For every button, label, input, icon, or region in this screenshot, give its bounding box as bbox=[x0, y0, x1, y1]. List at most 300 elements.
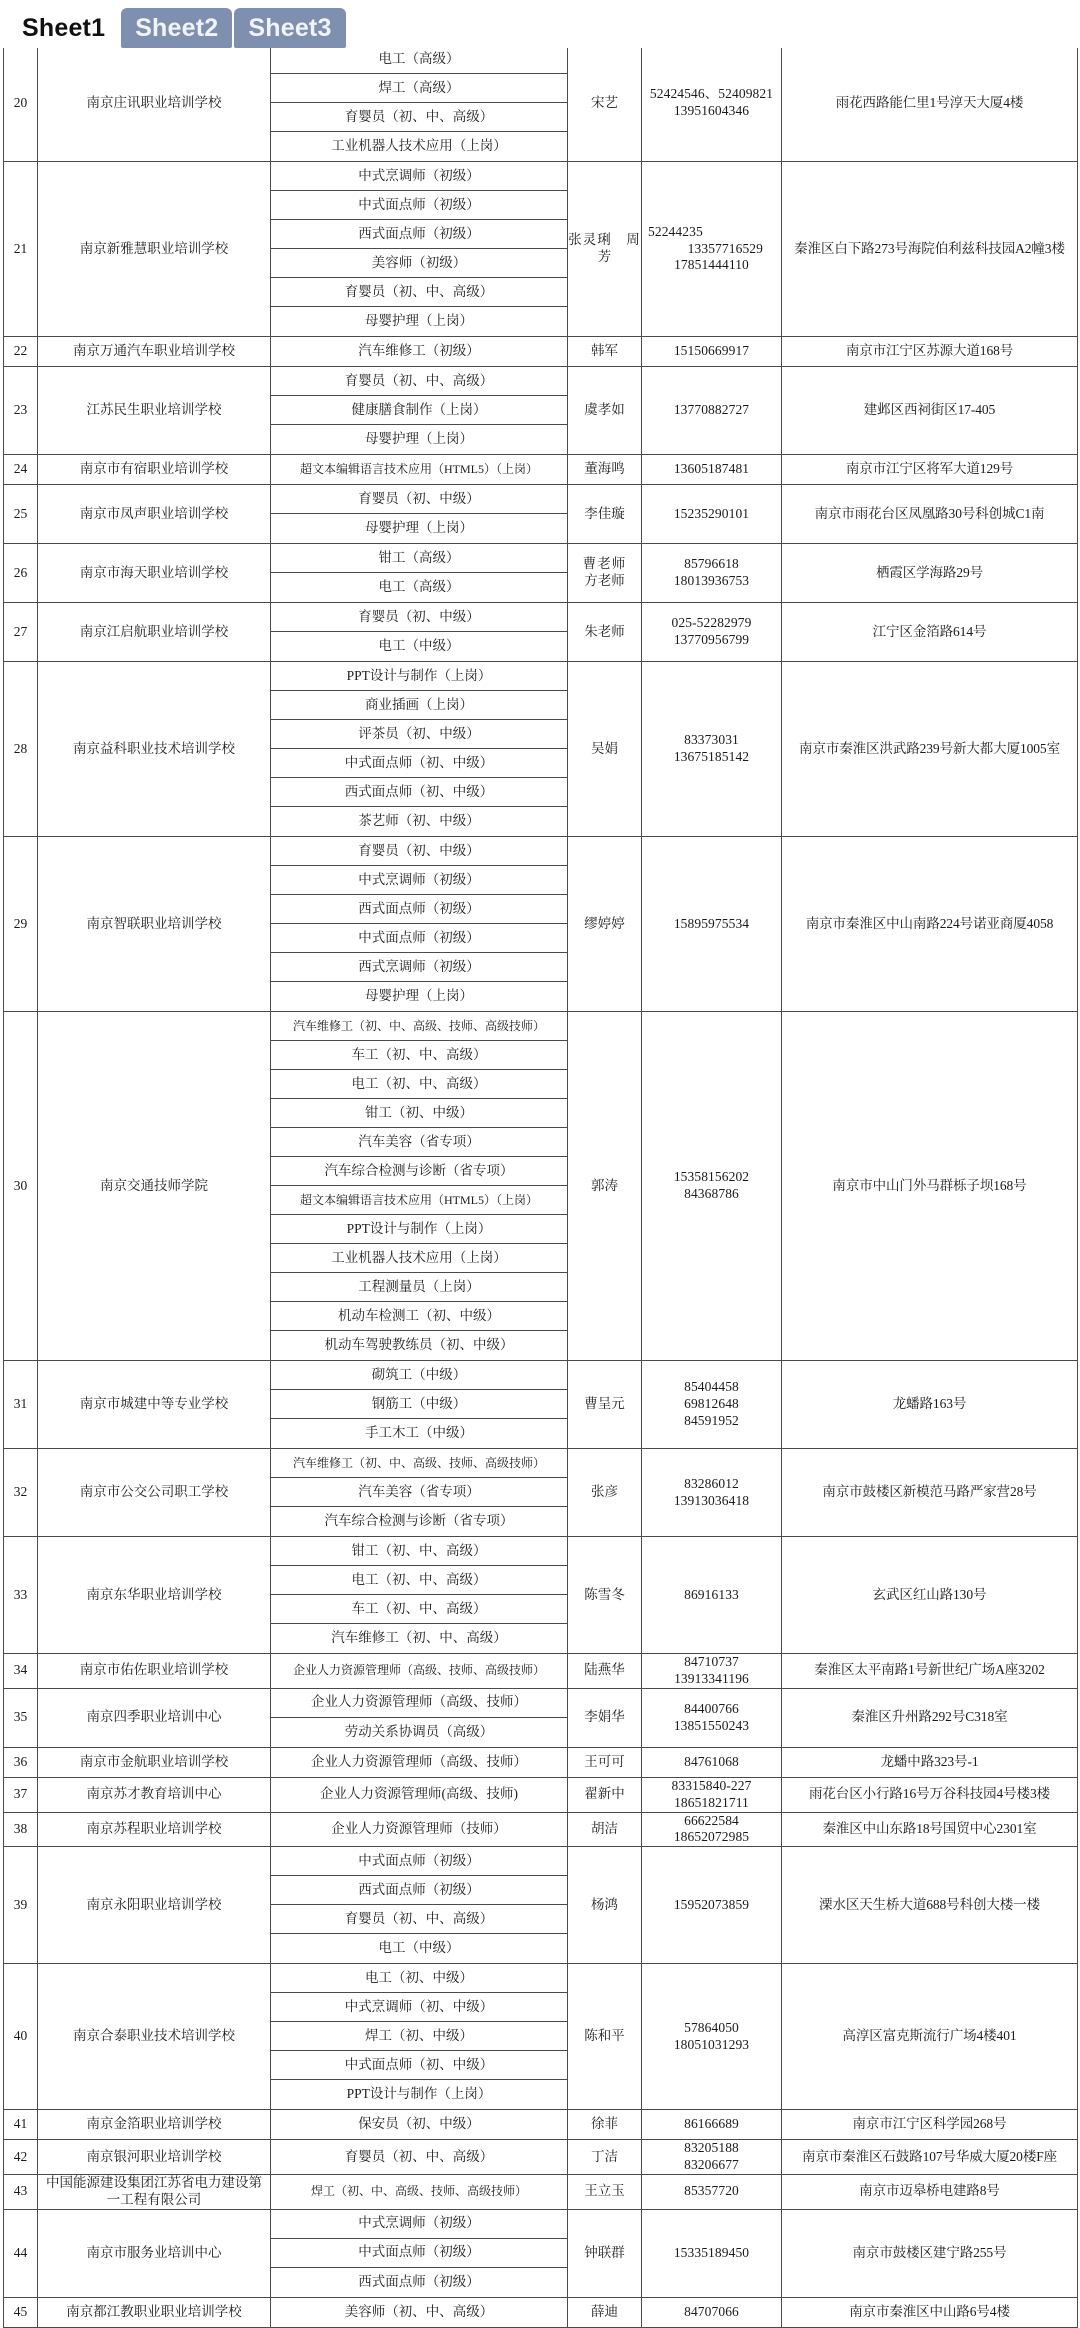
address-cell: 南京市秦淮区石鼓路107号华威大厦20楼F座 bbox=[782, 2140, 1078, 2175]
phone-cell bbox=[642, 1537, 782, 1654]
occupations-cell bbox=[271, 544, 568, 603]
school-name-cell: 南京益科职业技术培训学校 bbox=[38, 662, 271, 837]
contact-person-line: 方老师 bbox=[584, 573, 625, 588]
occupation-item: 企业人力资源管理师（高级、技师） bbox=[271, 1689, 567, 1718]
address-cell: 龙蟠路163号 bbox=[782, 1361, 1078, 1449]
phone-line: 86916133 bbox=[684, 1586, 739, 1602]
phone-line: 52424546、52409821 bbox=[649, 86, 774, 102]
phone-line: 13675185142 bbox=[673, 749, 750, 764]
occupations-cell bbox=[271, 2140, 568, 2175]
row-number-cell: 41 bbox=[4, 2110, 38, 2140]
row-number-cell: 21 bbox=[4, 162, 38, 337]
school-name-cell: 南京市凤声职业培训学校 bbox=[38, 485, 271, 544]
phone-line: 18651821711 bbox=[674, 1794, 749, 1810]
phone-cell bbox=[642, 603, 782, 662]
table-row bbox=[4, 1812, 1078, 1847]
sheet-tab-sheet3[interactable] bbox=[234, 8, 345, 48]
table-row bbox=[4, 544, 1078, 603]
occupation-item: 中式面点师（初级） bbox=[271, 191, 567, 220]
occupation-item: 电工（初、中、高级） bbox=[271, 1566, 567, 1595]
school-name-cell bbox=[38, 2175, 271, 2210]
school-name-cell: 南京金箔职业培训学校 bbox=[38, 2110, 271, 2140]
phone-line: 83205188 bbox=[684, 2140, 739, 2156]
address-cell: 南京市江宁区苏源大道168号 bbox=[782, 337, 1078, 367]
phone-line: 66622584 bbox=[684, 1812, 739, 1828]
phone-line: 84368786 bbox=[684, 1186, 739, 1201]
phone-line: 13770956799 bbox=[673, 632, 750, 647]
occupation-item: 中式烹调师（初级） bbox=[271, 2210, 567, 2239]
sheet-tab-label: Sheet1 bbox=[22, 13, 106, 42]
occupations-cell bbox=[271, 1812, 568, 1847]
occupation-item: 车工（初、中、高级） bbox=[271, 1595, 567, 1624]
occupation-item: 西式面点师（初级） bbox=[358, 2273, 480, 2289]
row-number-cell: 26 bbox=[4, 544, 38, 603]
occupation-item: 西式面点师（初、中级） bbox=[271, 778, 567, 807]
phone-line: 025-52282979 bbox=[671, 615, 752, 631]
address-cell: 南京市秦淮区洪武路239号新大都大厦1005室 bbox=[782, 662, 1078, 837]
occupation-item: PPT设计与制作（上岗） bbox=[271, 1215, 567, 1244]
contact-person-cell: 韩军 bbox=[568, 337, 642, 367]
occupation-item: 企业人力资源管理师（技师） bbox=[331, 1820, 507, 1836]
occupations-cell bbox=[271, 1747, 568, 1777]
address-cell: 雨花台区小行路16号万谷科技园4号楼3楼 bbox=[782, 1777, 1078, 1812]
table-row bbox=[4, 1964, 1078, 2110]
phone-line: 84707066 bbox=[684, 2303, 739, 2319]
occupation-item: 超文本编辑语言技术应用（HTML5）（上岗） bbox=[271, 1186, 567, 1215]
occupation-item: 电工（中级） bbox=[378, 638, 460, 654]
phone-cell bbox=[642, 162, 782, 337]
address-cell: 栖霞区学海路29号 bbox=[782, 544, 1078, 603]
occupation-item: 育婴员（初、中、高级） bbox=[271, 367, 567, 396]
phone-line: 84400766 bbox=[684, 1700, 739, 1716]
occupations-cell bbox=[271, 662, 568, 837]
occupation-item: 中式烹调师（初级） bbox=[271, 866, 567, 895]
contact-person-cell: 陈和平 bbox=[568, 1964, 642, 2110]
phone-cell bbox=[642, 1812, 782, 1847]
occupation-item: 育婴员（初、中、高级） bbox=[271, 278, 567, 307]
phone-line: 18652072985 bbox=[673, 1829, 750, 1845]
sheet-tab-sheet2[interactable] bbox=[121, 8, 232, 48]
table-row bbox=[4, 1537, 1078, 1654]
contact-person-cell: 郭涛 bbox=[568, 1012, 642, 1361]
occupations-cell bbox=[271, 45, 568, 162]
phone-cell bbox=[642, 455, 782, 485]
table-row bbox=[4, 485, 1078, 544]
occupation-item: 电工（初、中级） bbox=[271, 1964, 567, 1993]
occupations-cell bbox=[271, 1537, 568, 1654]
row-number-cell: 24 bbox=[4, 455, 38, 485]
occupation-item: 钳工（高级） bbox=[271, 544, 567, 573]
occupation-item: 西式面点师（初级） bbox=[271, 220, 567, 249]
occupation-item: 中式面点师（初、中级） bbox=[271, 749, 567, 778]
occupation-item: 中式烹调师（初级） bbox=[271, 162, 567, 191]
occupation-item: 电工（高级） bbox=[271, 45, 567, 74]
phone-cell bbox=[642, 2175, 782, 2210]
contact-person-cell: 董海鸣 bbox=[568, 455, 642, 485]
occupation-item: 育婴员（初、中级） bbox=[271, 603, 567, 632]
phone-cell bbox=[642, 485, 782, 544]
table-row bbox=[4, 1361, 1078, 1449]
school-name-cell: 南京市有宿职业培训学校 bbox=[38, 455, 271, 485]
row-number-cell: 32 bbox=[4, 1449, 38, 1537]
phone-line: 83315840-227 bbox=[671, 1777, 752, 1793]
occupation-item: 企业人力资源管理师(高级、技师) bbox=[320, 1786, 518, 1802]
phone-cell bbox=[642, 2140, 782, 2175]
occupations-cell bbox=[271, 603, 568, 662]
phone-line: 85404458 bbox=[684, 1379, 739, 1395]
phone-line: 84591952 bbox=[684, 1412, 739, 1428]
school-name-cell: 南京江启航职业培训学校 bbox=[38, 603, 271, 662]
occupations-cell bbox=[271, 1847, 568, 1964]
school-name-cell: 南京苏程职业培训学校 bbox=[38, 1812, 271, 1847]
school-name-cell: 南京市服务业培训中心 bbox=[38, 2209, 271, 2297]
contact-person-cell bbox=[568, 162, 642, 337]
address-cell: 南京市江宁区科学园268号 bbox=[782, 2110, 1078, 2140]
phone-cell bbox=[642, 1847, 782, 1964]
school-name-cell: 南京交通技师学院 bbox=[38, 1012, 271, 1361]
row-number-cell: 23 bbox=[4, 367, 38, 455]
occupation-item: 汽车维修工（初、中、高级、技师、高级技师） bbox=[271, 1012, 567, 1041]
occupation-item: 汽车维修工（初级） bbox=[358, 343, 480, 359]
occupation-item: 汽车综合检测与诊断（省专项） bbox=[271, 1157, 567, 1186]
school-name-cell: 南京东华职业培训学校 bbox=[38, 1537, 271, 1654]
phone-line: 57864050 bbox=[684, 2019, 739, 2035]
sheet-tab-label: Sheet2 bbox=[135, 13, 219, 42]
address-cell: 溧水区天生桥大道688号科创大楼一楼 bbox=[782, 1847, 1078, 1964]
occupation-item: 中式面点师（初、中级） bbox=[271, 2051, 567, 2080]
address-cell: 南京市江宁区将军大道129号 bbox=[782, 455, 1078, 485]
phone-line: 13913036418 bbox=[673, 1492, 750, 1508]
occupation-item: 育婴员（初、中级） bbox=[271, 837, 567, 866]
occupations-cell bbox=[271, 2297, 568, 2327]
training-schools-table bbox=[3, 44, 1078, 2328]
school-name-cell: 南京苏才教育培训中心 bbox=[38, 1777, 271, 1812]
phone-cell bbox=[642, 544, 782, 603]
school-name-cell: 南京四季职业培训中心 bbox=[38, 1688, 271, 1747]
table-row bbox=[4, 2110, 1078, 2140]
occupations-cell bbox=[271, 1964, 568, 2110]
contact-person-cell: 钟联群 bbox=[568, 2209, 642, 2297]
contact-person-cell: 陈雪冬 bbox=[568, 1537, 642, 1654]
address-cell: 南京市迈皋桥电建路8号 bbox=[782, 2175, 1078, 2210]
contact-person-cell: 李佳璇 bbox=[568, 485, 642, 544]
table-row bbox=[4, 162, 1078, 337]
phone-cell bbox=[642, 1688, 782, 1747]
phone-line: 15335189450 bbox=[673, 2244, 750, 2260]
occupation-item: 西式烹调师（初级） bbox=[271, 953, 567, 982]
phone-line: 13770882727 bbox=[673, 402, 750, 418]
occupation-item: 美容师（初级） bbox=[271, 249, 567, 278]
school-name-cell: 南京市佑佐职业培训学校 bbox=[38, 1654, 271, 1689]
phone-cell bbox=[642, 367, 782, 455]
table-row bbox=[4, 337, 1078, 367]
occupation-item: 焊工（高级） bbox=[271, 74, 567, 103]
school-name-cell: 南京合泰职业技术培训学校 bbox=[38, 1964, 271, 2110]
row-number-cell: 22 bbox=[4, 337, 38, 367]
occupations-cell bbox=[271, 2110, 568, 2140]
contact-person-line: 芳 bbox=[597, 249, 612, 264]
contact-person-cell: 缪婷婷 bbox=[568, 837, 642, 1012]
occupation-item: 汽车维修工（初、中、高级、技师、高级技师） bbox=[271, 1449, 567, 1478]
phone-line: 86166689 bbox=[684, 2116, 739, 2132]
contact-person-cell: 李娟华 bbox=[568, 1688, 642, 1747]
contact-person-cell: 胡洁 bbox=[568, 1812, 642, 1847]
table-row bbox=[4, 837, 1078, 1012]
occupations-cell bbox=[271, 837, 568, 1012]
row-number-cell: 43 bbox=[4, 2175, 38, 2210]
school-name-cell: 南京万通汽车职业培训学校 bbox=[38, 337, 271, 367]
contact-person-cell: 丁洁 bbox=[568, 2140, 642, 2175]
address-cell: 南京市鼓楼区建宁路255号 bbox=[782, 2209, 1078, 2297]
occupation-item: 焊工（初、中、高级、技师、高级技师） bbox=[310, 2184, 527, 2199]
occupation-item: 电工（中级） bbox=[378, 1940, 460, 1956]
phone-cell bbox=[642, 45, 782, 162]
address-cell: 龙蟠中路323号-1 bbox=[782, 1747, 1078, 1777]
occupation-item: 企业人力资源管理师（高级、技师、高级技师） bbox=[292, 1663, 545, 1678]
occupation-item: 中式面点师（初级） bbox=[271, 2239, 567, 2268]
contact-person-cell: 陆燕华 bbox=[568, 1654, 642, 1689]
table-row bbox=[4, 1847, 1078, 1964]
row-number-cell: 35 bbox=[4, 1688, 38, 1747]
occupation-item: 机动车检测工（初、中级） bbox=[271, 1302, 567, 1331]
occupations-cell bbox=[271, 1688, 568, 1747]
occupation-item: 焊工（初、中级） bbox=[271, 2022, 567, 2051]
occupation-item: 中式烹调师（初、中级） bbox=[271, 1993, 567, 2022]
occupation-item: PPT设计与制作（上岗） bbox=[346, 2086, 492, 2102]
occupations-cell bbox=[271, 455, 568, 485]
address-cell: 南京市鼓楼区新模范马路严家营28号 bbox=[782, 1449, 1078, 1537]
phone-line: 13913341196 bbox=[674, 1670, 749, 1686]
contact-person-cell: 张彦 bbox=[568, 1449, 642, 1537]
contact-person-cell: 宋艺 bbox=[568, 45, 642, 162]
table-row bbox=[4, 2297, 1078, 2327]
occupations-cell bbox=[271, 1654, 568, 1689]
table-row bbox=[4, 45, 1078, 162]
row-number-cell: 39 bbox=[4, 1847, 38, 1964]
occupation-item: 汽车综合检测与诊断（省专项） bbox=[324, 1513, 514, 1529]
occupation-item: 评茶员（初、中级） bbox=[271, 720, 567, 749]
row-number-cell: 20 bbox=[4, 45, 38, 162]
address-cell: 南京市中山门外马群栎子坝168号 bbox=[782, 1012, 1078, 1361]
occupation-item: 汽车维修工（初、中、高级） bbox=[331, 1630, 507, 1646]
table-row bbox=[4, 2209, 1078, 2297]
occupation-item: 劳动关系协调员（高级） bbox=[344, 1723, 494, 1739]
occupation-item: 工业机器人技术应用（上岗） bbox=[331, 138, 507, 154]
phone-line: 13951604346 bbox=[673, 103, 750, 118]
contact-person-cell bbox=[568, 544, 642, 603]
occupation-item: 商业插画（上岗） bbox=[271, 691, 567, 720]
phone-cell bbox=[642, 337, 782, 367]
phone-line: 18051031293 bbox=[673, 2036, 750, 2052]
address-cell: 江宁区金箔路614号 bbox=[782, 603, 1078, 662]
phone-line: 83206677 bbox=[684, 2157, 739, 2173]
occupation-item: 汽车美容（省专项） bbox=[271, 1478, 567, 1507]
contact-person-cell: 曹呈元 bbox=[568, 1361, 642, 1449]
occupation-item: 钢筋工（中级） bbox=[271, 1390, 567, 1419]
occupation-item: 育婴员（初、中、高级） bbox=[271, 103, 567, 132]
contact-person-cell: 虞孝如 bbox=[568, 367, 642, 455]
occupation-item: 育婴员（初、中、高级） bbox=[271, 1905, 567, 1934]
contact-person-cell: 王立玉 bbox=[568, 2175, 642, 2210]
contact-person-cell: 朱老师 bbox=[568, 603, 642, 662]
row-number-cell: 34 bbox=[4, 1654, 38, 1689]
phone-cell bbox=[642, 1654, 782, 1689]
school-name-cell: 南京庄讯职业培训学校 bbox=[38, 45, 271, 162]
row-number-cell: 30 bbox=[4, 1012, 38, 1361]
occupation-item: 企业人力资源管理师（高级、技师） bbox=[311, 1753, 527, 1769]
row-number-cell: 45 bbox=[4, 2297, 38, 2327]
table-row bbox=[4, 662, 1078, 837]
address-cell: 秦淮区升州路292号C318室 bbox=[782, 1688, 1078, 1747]
school-name-line: 中国能源建设集团江苏省电力建设第 bbox=[46, 2175, 262, 2190]
address-cell: 雨花西路能仁里1号淳天大厦4楼 bbox=[782, 45, 1078, 162]
phone-cell bbox=[642, 1012, 782, 1361]
occupations-cell bbox=[271, 485, 568, 544]
school-name-cell: 南京新雅慧职业培训学校 bbox=[38, 162, 271, 337]
phone-line: 18013936753 bbox=[673, 573, 750, 588]
occupations-cell bbox=[271, 2209, 568, 2297]
row-number-cell: 36 bbox=[4, 1747, 38, 1777]
address-cell: 建邺区西祠街区17-405 bbox=[782, 367, 1078, 455]
occupations-cell bbox=[271, 1777, 568, 1812]
table-row bbox=[4, 603, 1078, 662]
row-number-cell: 29 bbox=[4, 837, 38, 1012]
phone-line: 13357716529 bbox=[687, 240, 763, 256]
occupation-item: 母婴护理（上岗） bbox=[365, 520, 473, 536]
phone-line: 13851550243 bbox=[673, 1717, 750, 1733]
row-number-cell: 33 bbox=[4, 1537, 38, 1654]
school-name-cell: 南京市金航职业培训学校 bbox=[38, 1747, 271, 1777]
row-number-cell: 38 bbox=[4, 1812, 38, 1847]
table-row bbox=[4, 2140, 1078, 2175]
occupations-cell bbox=[271, 2175, 568, 2210]
occupation-item: 西式面点师（初级） bbox=[271, 1876, 567, 1905]
phone-cell bbox=[642, 2297, 782, 2327]
contact-person-cell: 杨鸿 bbox=[568, 1847, 642, 1964]
occupation-item: 健康膳食制作（上岗） bbox=[271, 396, 567, 425]
school-name-cell: 南京市城建中等专业学校 bbox=[38, 1361, 271, 1449]
contact-person-cell: 翟新中 bbox=[568, 1777, 642, 1812]
occupation-item: 砌筑工（中级） bbox=[271, 1361, 567, 1390]
occupation-item: 电工（高级） bbox=[378, 579, 460, 595]
row-number-cell: 37 bbox=[4, 1777, 38, 1812]
occupation-item: 钳工（初、中级） bbox=[271, 1099, 567, 1128]
table-row bbox=[4, 1449, 1078, 1537]
row-number-cell: 28 bbox=[4, 662, 38, 837]
occupation-item: 育婴员（初、中级） bbox=[271, 485, 567, 514]
table-row bbox=[4, 1747, 1078, 1777]
address-cell: 南京市秦淮区中山南路224号诺亚商厦4058 bbox=[782, 837, 1078, 1012]
contact-person-cell: 吴娟 bbox=[568, 662, 642, 837]
occupations-cell bbox=[271, 1361, 568, 1449]
occupation-item: 育婴员（初、中、高级） bbox=[344, 2148, 494, 2164]
phone-line: 84710737 bbox=[684, 1654, 739, 1669]
phone-line: 15358156202 bbox=[673, 1169, 750, 1185]
school-name-cell: 江苏民生职业培训学校 bbox=[38, 367, 271, 455]
sheet-tab-sheet1[interactable] bbox=[8, 8, 119, 48]
occupation-item: 茶艺师（初、中级） bbox=[358, 813, 480, 829]
phone-line: 85796618 bbox=[684, 556, 739, 572]
row-number-cell: 42 bbox=[4, 2140, 38, 2175]
occupation-item: 超文本编辑语言技术应用（HTML5）（上岗） bbox=[300, 462, 538, 476]
row-number-cell: 40 bbox=[4, 1964, 38, 2110]
contact-person-cell: 王可可 bbox=[568, 1747, 642, 1777]
phone-line: 13605187481 bbox=[673, 461, 750, 477]
table-row bbox=[4, 367, 1078, 455]
table-row bbox=[4, 1777, 1078, 1812]
school-name-cell: 南京智联职业培训学校 bbox=[38, 837, 271, 1012]
school-name-cell: 南京市公交公司职工学校 bbox=[38, 1449, 271, 1537]
phone-cell bbox=[642, 2209, 782, 2297]
phone-line: 15895975534 bbox=[673, 915, 750, 931]
row-number-cell: 31 bbox=[4, 1361, 38, 1449]
occupation-item: 工业机器人技术应用（上岗） bbox=[271, 1244, 567, 1273]
phone-line: 15952073859 bbox=[673, 1896, 750, 1912]
school-name-cell: 南京银河职业培训学校 bbox=[38, 2140, 271, 2175]
school-name-cell: 南京都江教职业职业培训学校 bbox=[38, 2297, 271, 2327]
phone-line: 15235290101 bbox=[673, 505, 750, 521]
occupations-cell bbox=[271, 367, 568, 455]
occupation-item: 中式面点师（初级） bbox=[271, 924, 567, 953]
address-cell: 玄武区红山路130号 bbox=[782, 1537, 1078, 1654]
occupation-item: 美容师（初、中、高级） bbox=[344, 2303, 494, 2319]
phone-cell bbox=[642, 1964, 782, 2110]
occupation-item: 机动车驾驶教练员（初、中级） bbox=[324, 1337, 514, 1353]
table-row bbox=[4, 1012, 1078, 1361]
address-cell: 南京市雨花台区凤凰路30号科创城C1南 bbox=[782, 485, 1078, 544]
sheet-tab-bar bbox=[0, 0, 1080, 48]
table-row bbox=[4, 1654, 1078, 1689]
occupation-item: 母婴护理（上岗） bbox=[365, 313, 473, 329]
phone-line: 83286012 bbox=[684, 1475, 739, 1491]
row-number-cell: 25 bbox=[4, 485, 38, 544]
sheet-tab-label: Sheet3 bbox=[248, 13, 332, 42]
occupation-item: 西式面点师（初级） bbox=[271, 895, 567, 924]
contact-person-cell: 薛迪 bbox=[568, 2297, 642, 2327]
address-cell: 南京市秦淮区中山路6号4楼 bbox=[782, 2297, 1078, 2327]
phone-cell bbox=[642, 662, 782, 837]
school-name-cell: 南京永阳职业培训学校 bbox=[38, 1847, 271, 1964]
phone-line: 69812648 bbox=[684, 1396, 739, 1412]
contact-person-cell: 徐菲 bbox=[568, 2110, 642, 2140]
occupation-item: PPT设计与制作（上岗） bbox=[271, 662, 567, 691]
phone-cell bbox=[642, 1747, 782, 1777]
occupations-cell bbox=[271, 162, 568, 337]
phone-line: 52244235 bbox=[648, 223, 703, 239]
address-cell: 秦淮区太平南路1号新世纪广场A座3202 bbox=[782, 1654, 1078, 1689]
occupation-item: 手工木工（中级） bbox=[365, 1425, 473, 1441]
occupation-item: 中式面点师（初级） bbox=[271, 1847, 567, 1876]
table-row bbox=[4, 1688, 1078, 1747]
address-cell: 秦淮区中山东路18号国贸中心2301室 bbox=[782, 1812, 1078, 1847]
address-cell: 秦淮区白下路273号海院伯利兹科技园A2幢3楼 bbox=[782, 162, 1078, 337]
school-name-cell: 南京市海天职业培训学校 bbox=[38, 544, 271, 603]
row-number-cell: 27 bbox=[4, 603, 38, 662]
occupations-cell bbox=[271, 1012, 568, 1361]
occupations-cell bbox=[271, 337, 568, 367]
occupations-cell bbox=[271, 1449, 568, 1537]
phone-cell bbox=[642, 1449, 782, 1537]
phone-cell bbox=[642, 837, 782, 1012]
address-cell: 高淳区富克斯流行广场4楼401 bbox=[782, 1964, 1078, 2110]
occupation-item: 钳工（初、中、高级） bbox=[271, 1537, 567, 1566]
phone-line: 83373031 bbox=[684, 732, 739, 748]
phone-cell bbox=[642, 1361, 782, 1449]
table-row bbox=[4, 2175, 1078, 2210]
phone-line: 85357720 bbox=[684, 2183, 739, 2199]
occupation-item: 汽车美容（省专项） bbox=[271, 1128, 567, 1157]
contact-person-line: 曹老师 bbox=[582, 556, 627, 572]
